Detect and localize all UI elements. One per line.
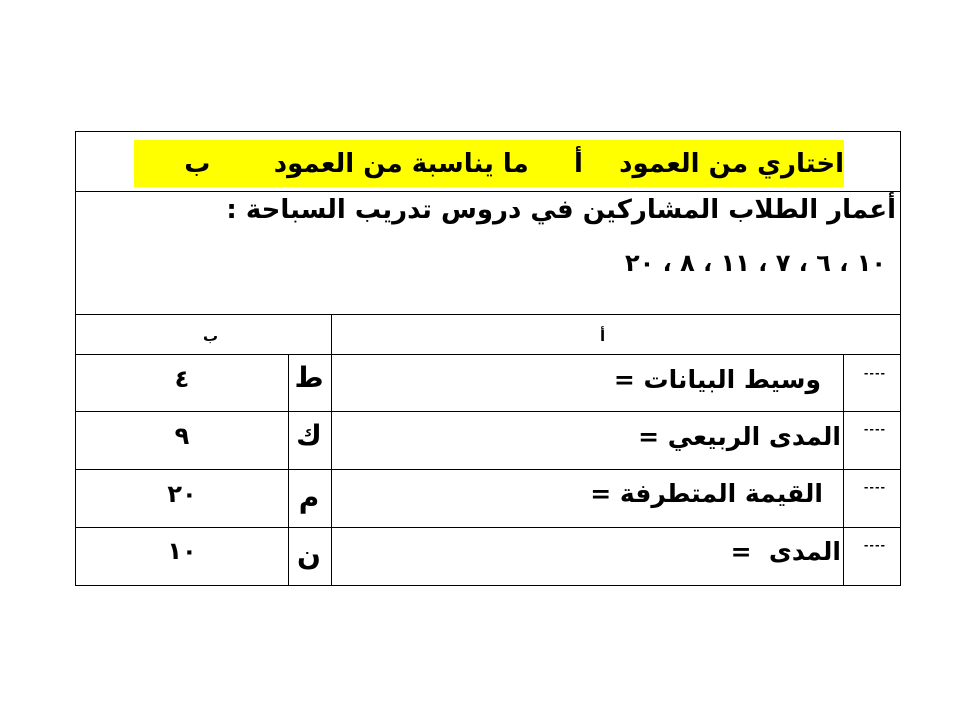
column-divider-ab bbox=[331, 314, 332, 586]
border-top bbox=[75, 131, 901, 132]
divider-intro bbox=[75, 314, 901, 315]
question-text: المدى = bbox=[730, 537, 841, 566]
column-a-header: أ bbox=[600, 327, 606, 345]
option-value: ١٠ bbox=[167, 537, 197, 565]
column-divider-blank bbox=[843, 354, 844, 586]
option-value: ٩ bbox=[174, 422, 190, 450]
question-text: القيمة المتطرفة = bbox=[590, 479, 823, 508]
border-bottom bbox=[75, 585, 901, 586]
answer-blank[interactable]: ---- bbox=[863, 539, 887, 552]
answer-blank[interactable]: ---- bbox=[863, 481, 887, 494]
answer-blank[interactable]: ---- bbox=[863, 423, 887, 436]
border-left bbox=[75, 131, 76, 586]
divider-row3 bbox=[75, 527, 901, 528]
ages-values: ١٠ ، ٦ ، ٧ ، ١١ ، ٨ ، ٢٠ bbox=[625, 249, 886, 277]
option-letter: ن bbox=[297, 539, 321, 572]
divider-row2 bbox=[75, 469, 901, 470]
column-b-header: ب bbox=[203, 327, 219, 345]
option-value: ٤ bbox=[174, 365, 190, 393]
question-text: وسيط البيانات = bbox=[613, 365, 821, 394]
option-letter: م bbox=[298, 481, 320, 514]
border-right bbox=[900, 131, 901, 586]
divider-title bbox=[75, 191, 901, 192]
divider-header bbox=[75, 354, 901, 355]
option-letter: ك bbox=[296, 419, 322, 452]
instruction-title: اختاري من العمود أ ما يناسبة من العمود ب bbox=[184, 148, 844, 179]
answer-blank[interactable]: ---- bbox=[863, 367, 887, 380]
matching-worksheet bbox=[75, 131, 901, 586]
divider-row1 bbox=[75, 411, 901, 412]
option-value: ٢٠ bbox=[167, 480, 197, 508]
ages-description: أعمار الطلاب المشاركين في دروس تدريب السباحة : bbox=[226, 195, 896, 225]
option-letter: ط bbox=[294, 361, 324, 394]
question-text: المدى الربيعي = bbox=[638, 422, 841, 451]
